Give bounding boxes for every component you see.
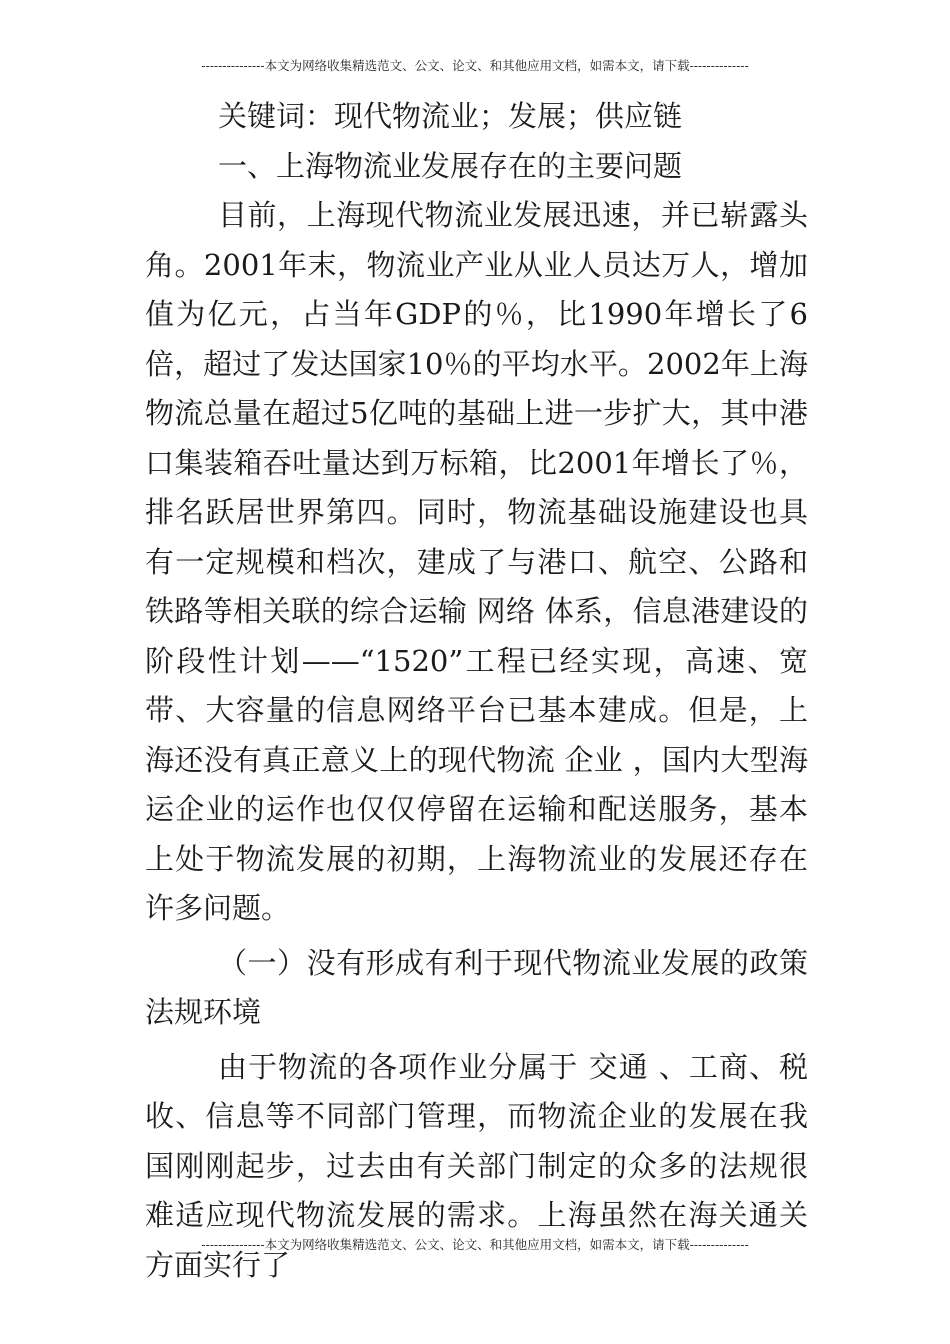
section-heading: 一、上海物流业发展存在的主要问题 <box>218 148 683 183</box>
subheading-1: （一）没有形成有利于现代物流业发展的政策法规环境 <box>145 945 808 1029</box>
paragraph-2: 由于物流的各项作业分属于 交通 、工商、税收、信息等不同部门管理，而物流企业的发展在我国刚刚起步，过去由有关部门制定的众多的法规很难适应现代物流发展的需求。上海虽然在海关通关方面实行了 <box>145 1049 808 1282</box>
document-body <box>145 92 808 1290</box>
paragraph-1: 目前，上海现代物流业发展迅速，并已崭露头角。2001年末，物流业产业从业人员达万人，增加值为亿元，占当年GDP的％，比1990年增长了6倍，超过了发达国家10％的平均水平。2002年上海物流总量在超过5亿吨的基础上进一步扩大，其中港口集装箱吞吐量达到万标箱，比2001年增长了％，排名跃居世界第四。同时，物流基础设施建设也具有一定规模和档次，建成了与港口、航空、公路和铁路等相关联的综合运输 网络 体系，信息港建设的阶段性计划——“1520”工程已经实现，高速、宽带、大容量的信息网络平台已基本建成。但是，上海还没有真正意义上的现代物流 企业 ，国内大型海运企业的运作也仅仅停留在运输和配送服务，基本上处于物流发展的初期，上海物流业的发展还存在许多问题。 <box>145 198 809 925</box>
header-banner: ---------------本文为网络收集精选范文、公文、论文、和其他应用文档，如需本文，请下载-------------- <box>201 58 749 73</box>
footer-banner: ---------------本文为网络收集精选范文、公文、论文、和其他应用文档，如需本文，请下载-------------- <box>201 1237 749 1252</box>
keywords-line: 关键词：现代物流业；发展；供应链 <box>218 99 683 133</box>
